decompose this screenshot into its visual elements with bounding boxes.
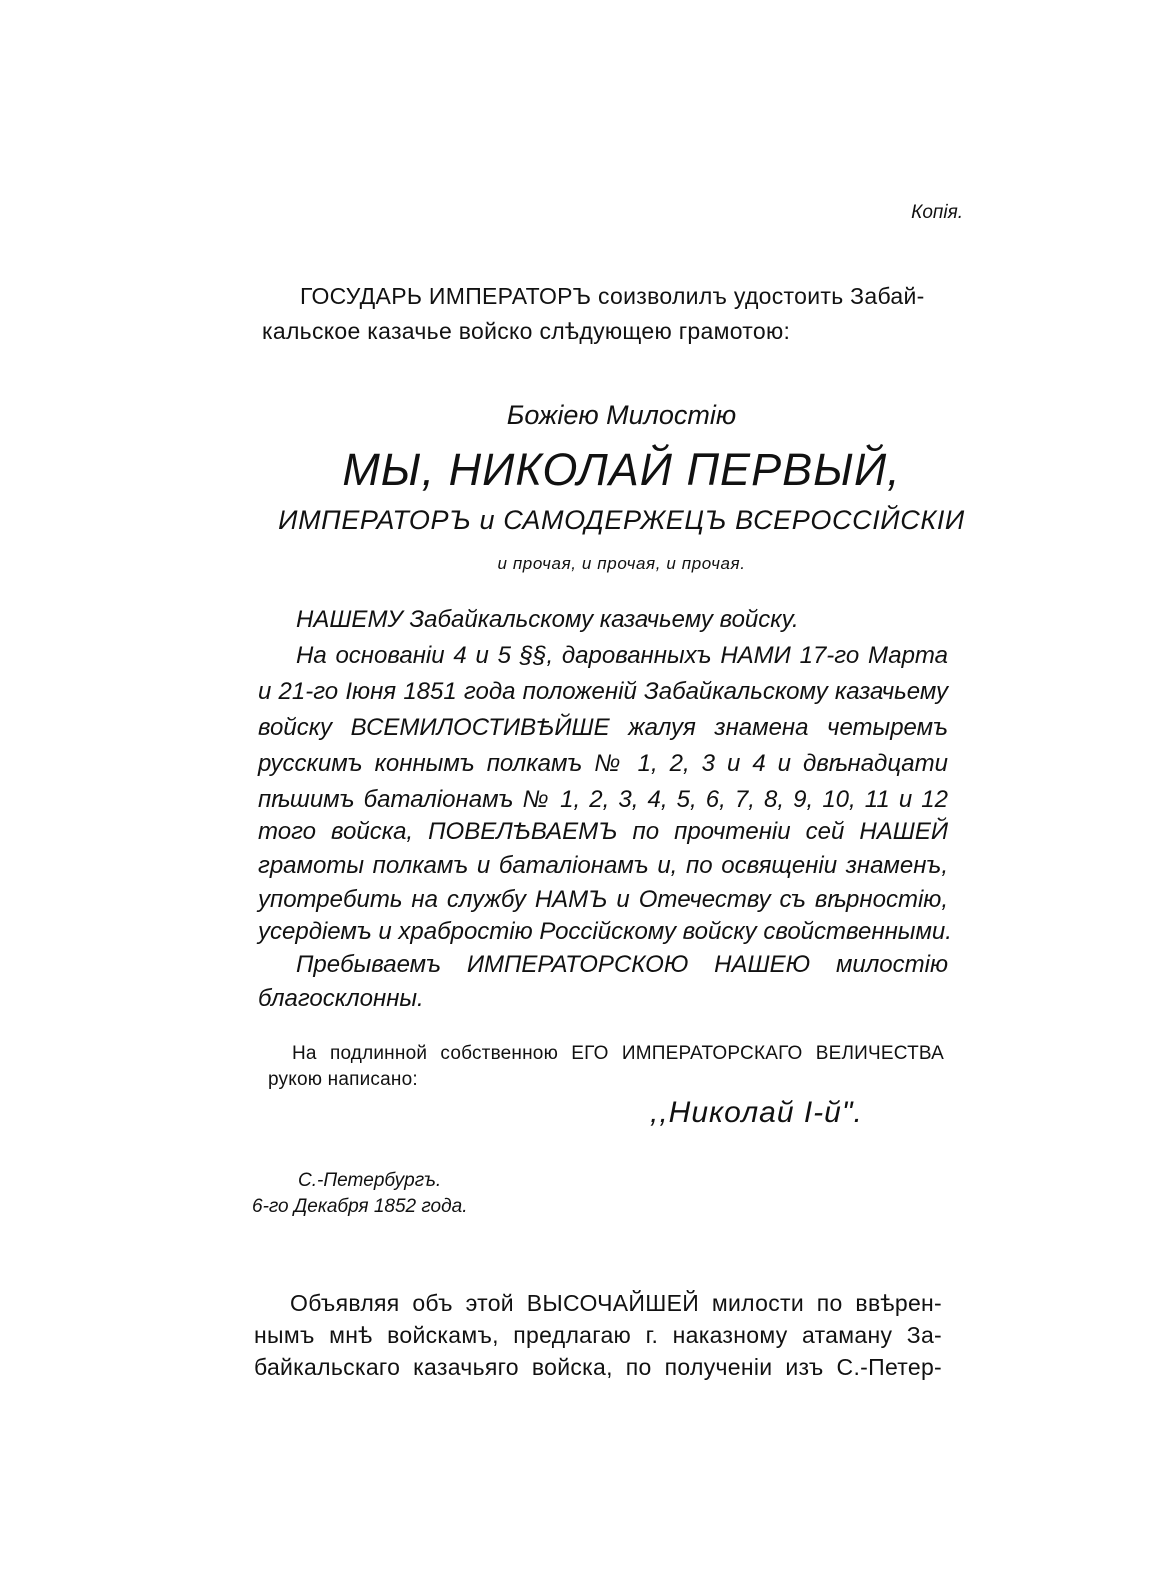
date-line: 6-го Декабря 1852 года. (252, 1196, 468, 1217)
charter-line: усердіемъ и храбростію Россійскому войску свойственными. (258, 918, 952, 945)
etc-line: и прочая, и прочая, и прочая. (497, 554, 746, 573)
charter-line: Пребываемъ ИМПЕРАТОРСКОЮ НАШЕЮ милостію (296, 951, 948, 978)
charter-address-line: НАШЕМУ Забайкальскому казачьему войску. (296, 606, 799, 633)
charter-line: На основаніи 4 и 5 §§, дарованныхъ НАМИ 17-го Марта (296, 642, 948, 669)
note-line-2: рукою написано: (268, 1069, 418, 1090)
emperor-name-heading: МЫ, НИКОЛАЙ ПЕРВЫЙ, (342, 444, 901, 495)
god-grace-heading: Божіею Милостію (506, 400, 737, 430)
closing-line: Объявляя объ этой ВЫСОЧАЙШЕЙ милости по ввѣрен- (290, 1290, 942, 1316)
note-line-1: На подлинной собственною ЕГО ИМПЕРАТОРСКАГО ВЕЛИЧЕСТВА (292, 1043, 944, 1064)
intro-line-1: ГОСУДАРЬ ИМПЕРАТОРЪ соизволилъ удостоить Забай- (300, 283, 925, 309)
place-line: С.-Петербургъ. (298, 1170, 442, 1191)
charter-line: и 21-го Іюня 1851 года положеній Забайкальскому казачьему (258, 678, 948, 705)
closing-line: нымъ мнѣ войскамъ, предлагаю г. наказному атаману За- (254, 1322, 942, 1348)
emperor-title-heading: ИМПЕРАТОРЪ и САМОДЕРЖЕЦЪ ВСЕРОССІЙСКІИ (278, 505, 965, 535)
charter-line: войску ВСЕМИЛОСТИВѢЙШЕ жалуя знамена четыремъ (258, 714, 948, 741)
charter-line: того войска, ПОВЕЛѢВАЕМЪ по прочтеніи сей НАШЕЙ (258, 818, 948, 845)
intro-line-2: кальское казачье войско слѣдующею грамотою: (262, 318, 791, 344)
charter-line: употребить на службу НАМЪ и Отечеству съ вѣрностію, (258, 886, 948, 913)
copy-label: Копія. (911, 202, 963, 223)
charter-line: русскимъ коннымъ полкамъ № 1, 2, 3 и 4 и двѣнадцати (258, 750, 948, 777)
charter-line: грамоты полкамъ и баталіонамъ и, по освященіи знаменъ, (258, 852, 948, 879)
signature: ,,Николай І-й". (650, 1096, 863, 1129)
charter-line: благосклонны. (258, 985, 424, 1012)
closing-line: байкальскаго казачьяго войска, по полученіи изъ С.-Петер- (254, 1354, 942, 1380)
charter-line: пѣшимъ баталіонамъ № 1, 2, 3, 4, 5, 6, 7, 8, 9, 10, 11 и 12 (258, 786, 948, 813)
